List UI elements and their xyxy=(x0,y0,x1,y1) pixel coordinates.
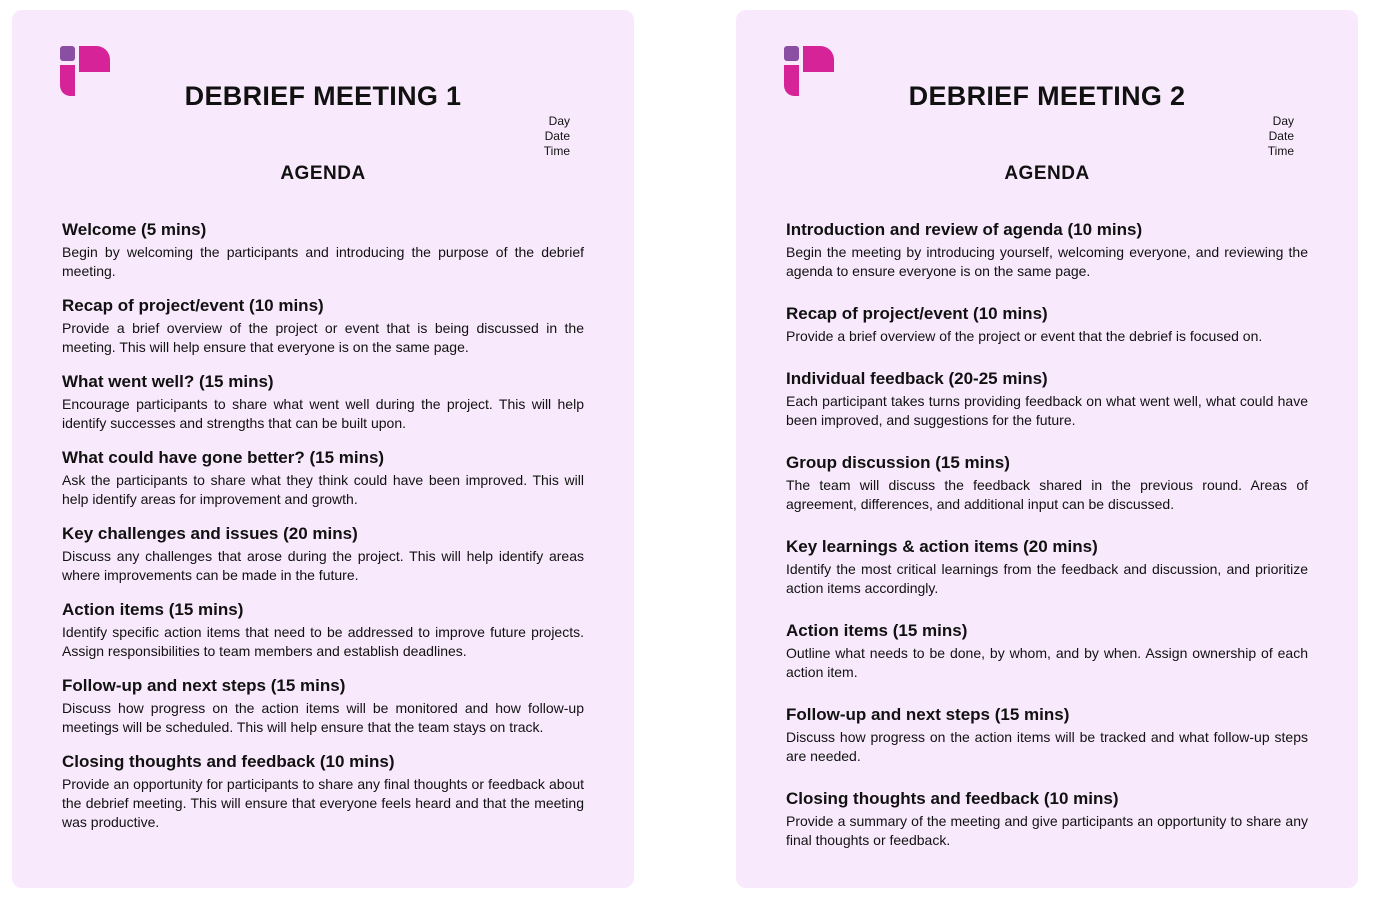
item-description: Provide a brief overview of the project or event that is being discussed in the meeting. This will help ensure that everyone is on the same page. xyxy=(62,320,584,355)
item-description: Each participant takes turns providing feedback on what went well, what could have been improved, and suggestions for the future. xyxy=(786,393,1308,428)
meeting-title: DEBRIEF MEETING 1 xyxy=(184,81,462,111)
agenda-item xyxy=(62,295,584,357)
item-heading: Key learnings & action items (20 mins) xyxy=(786,537,1098,556)
item-description: The team will discuss the feedback shared in the previous round. Areas of agreement, differences, and additional input can be discussed. xyxy=(786,477,1308,512)
item-description: Provide a brief overview of the project or event that the debrief is focused on. xyxy=(786,328,1263,344)
meta-date: Date xyxy=(544,129,570,143)
agenda-item xyxy=(786,303,1308,346)
item-heading: Key challenges and issues (20 mins) xyxy=(62,524,358,543)
agenda-card-2-inner xyxy=(736,10,1358,888)
item-description: Discuss how progress on the action items will be monitored and how follow-up meetings will be scheduled. This will help ensure that the team stays on track. xyxy=(62,700,584,735)
item-heading: Closing thoughts and feedback (10 mins) xyxy=(786,789,1119,808)
item-description: Discuss any challenges that arose during the project. This will help identify areas where improvements can be made in the future. xyxy=(62,548,584,583)
item-heading: Group discussion (15 mins) xyxy=(786,453,1010,472)
agenda-item xyxy=(62,751,584,832)
agenda-item xyxy=(62,447,584,509)
item-description: Discuss how progress on the action items will be tracked and what follow-up steps are needed. xyxy=(786,729,1308,764)
item-description: Begin by welcoming the participants and introducing the purpose of the debrief meeting. xyxy=(62,244,584,279)
item-description: Ask the participants to share what they think could have been improved. This will help identify areas for improvement and growth. xyxy=(62,472,584,507)
item-heading: Introduction and review of agenda (10 mins) xyxy=(786,220,1143,239)
brand-logo-icon xyxy=(60,46,110,96)
item-heading: Follow-up and next steps (15 mins) xyxy=(62,676,346,695)
agenda-item xyxy=(62,599,584,661)
item-description: Provide a summary of the meeting and give participants an opportunity to share any final thoughts or feedback. xyxy=(786,813,1308,848)
agenda-item xyxy=(786,788,1308,850)
item-heading: Action items (15 mins) xyxy=(786,621,968,640)
meta-time: Time xyxy=(543,144,570,158)
item-heading: What could have gone better? (15 mins) xyxy=(62,448,385,467)
item-heading: Follow-up and next steps (15 mins) xyxy=(786,705,1070,724)
agenda-item xyxy=(62,371,584,433)
item-heading: Individual feedback (20-25 mins) xyxy=(786,369,1048,388)
agenda-list xyxy=(786,219,1308,850)
item-heading: Welcome (5 mins) xyxy=(62,220,207,239)
agenda-item xyxy=(786,704,1308,766)
item-description: Outline what needs to be done, by whom, and by when. Assign ownership of each action item. xyxy=(786,645,1308,680)
item-description: Encourage participants to share what went well during the project. This will help identify successes and strengths that can be built upon. xyxy=(62,396,584,431)
agenda-item xyxy=(786,536,1308,598)
agenda-item xyxy=(62,523,584,585)
meeting-title: DEBRIEF MEETING 2 xyxy=(908,81,1186,111)
agenda-item xyxy=(62,219,584,281)
item-description: Identify specific action items that need to be addressed to improve future projects. Assign responsibilities to team members and establish deadlines. xyxy=(62,624,584,659)
agenda-card-1-inner xyxy=(12,10,634,888)
item-heading: Closing thoughts and feedback (10 mins) xyxy=(62,752,395,771)
item-heading: Recap of project/event (10 mins) xyxy=(786,304,1048,323)
meta-date: Date xyxy=(1268,129,1294,143)
meta-block xyxy=(1268,114,1294,159)
item-heading: Action items (15 mins) xyxy=(62,600,244,619)
agenda-card-1 xyxy=(12,10,634,888)
meta-day: Day xyxy=(548,114,570,128)
meta-time: Time xyxy=(1267,144,1294,158)
meta-block xyxy=(544,114,570,159)
item-heading: Recap of project/event (10 mins) xyxy=(62,296,324,315)
meta-day: Day xyxy=(1272,114,1294,128)
agenda-item xyxy=(62,675,584,737)
item-heading: What went well? (15 mins) xyxy=(62,372,274,391)
agenda-heading: AGENDA xyxy=(1004,163,1090,184)
agenda-heading: AGENDA xyxy=(280,163,366,184)
agenda-item xyxy=(786,620,1308,682)
agenda-card-2 xyxy=(736,10,1358,888)
agenda-item xyxy=(786,452,1308,514)
item-description: Identify the most critical learnings from the feedback and discussion, and prioritize action items accordingly. xyxy=(786,561,1308,596)
item-description: Provide an opportunity for participants to share any final thoughts or feedback about the debrief meeting. This will ensure that everyone feels heard and that the meeting was productive. xyxy=(62,776,584,830)
item-description: Begin the meeting by introducing yourself, welcoming everyone, and reviewing the agenda to ensure everyone is on the same page. xyxy=(786,244,1308,279)
agenda-list xyxy=(62,219,584,832)
agenda-item xyxy=(786,219,1308,281)
brand-logo-icon xyxy=(784,46,834,96)
agenda-item xyxy=(786,368,1308,430)
